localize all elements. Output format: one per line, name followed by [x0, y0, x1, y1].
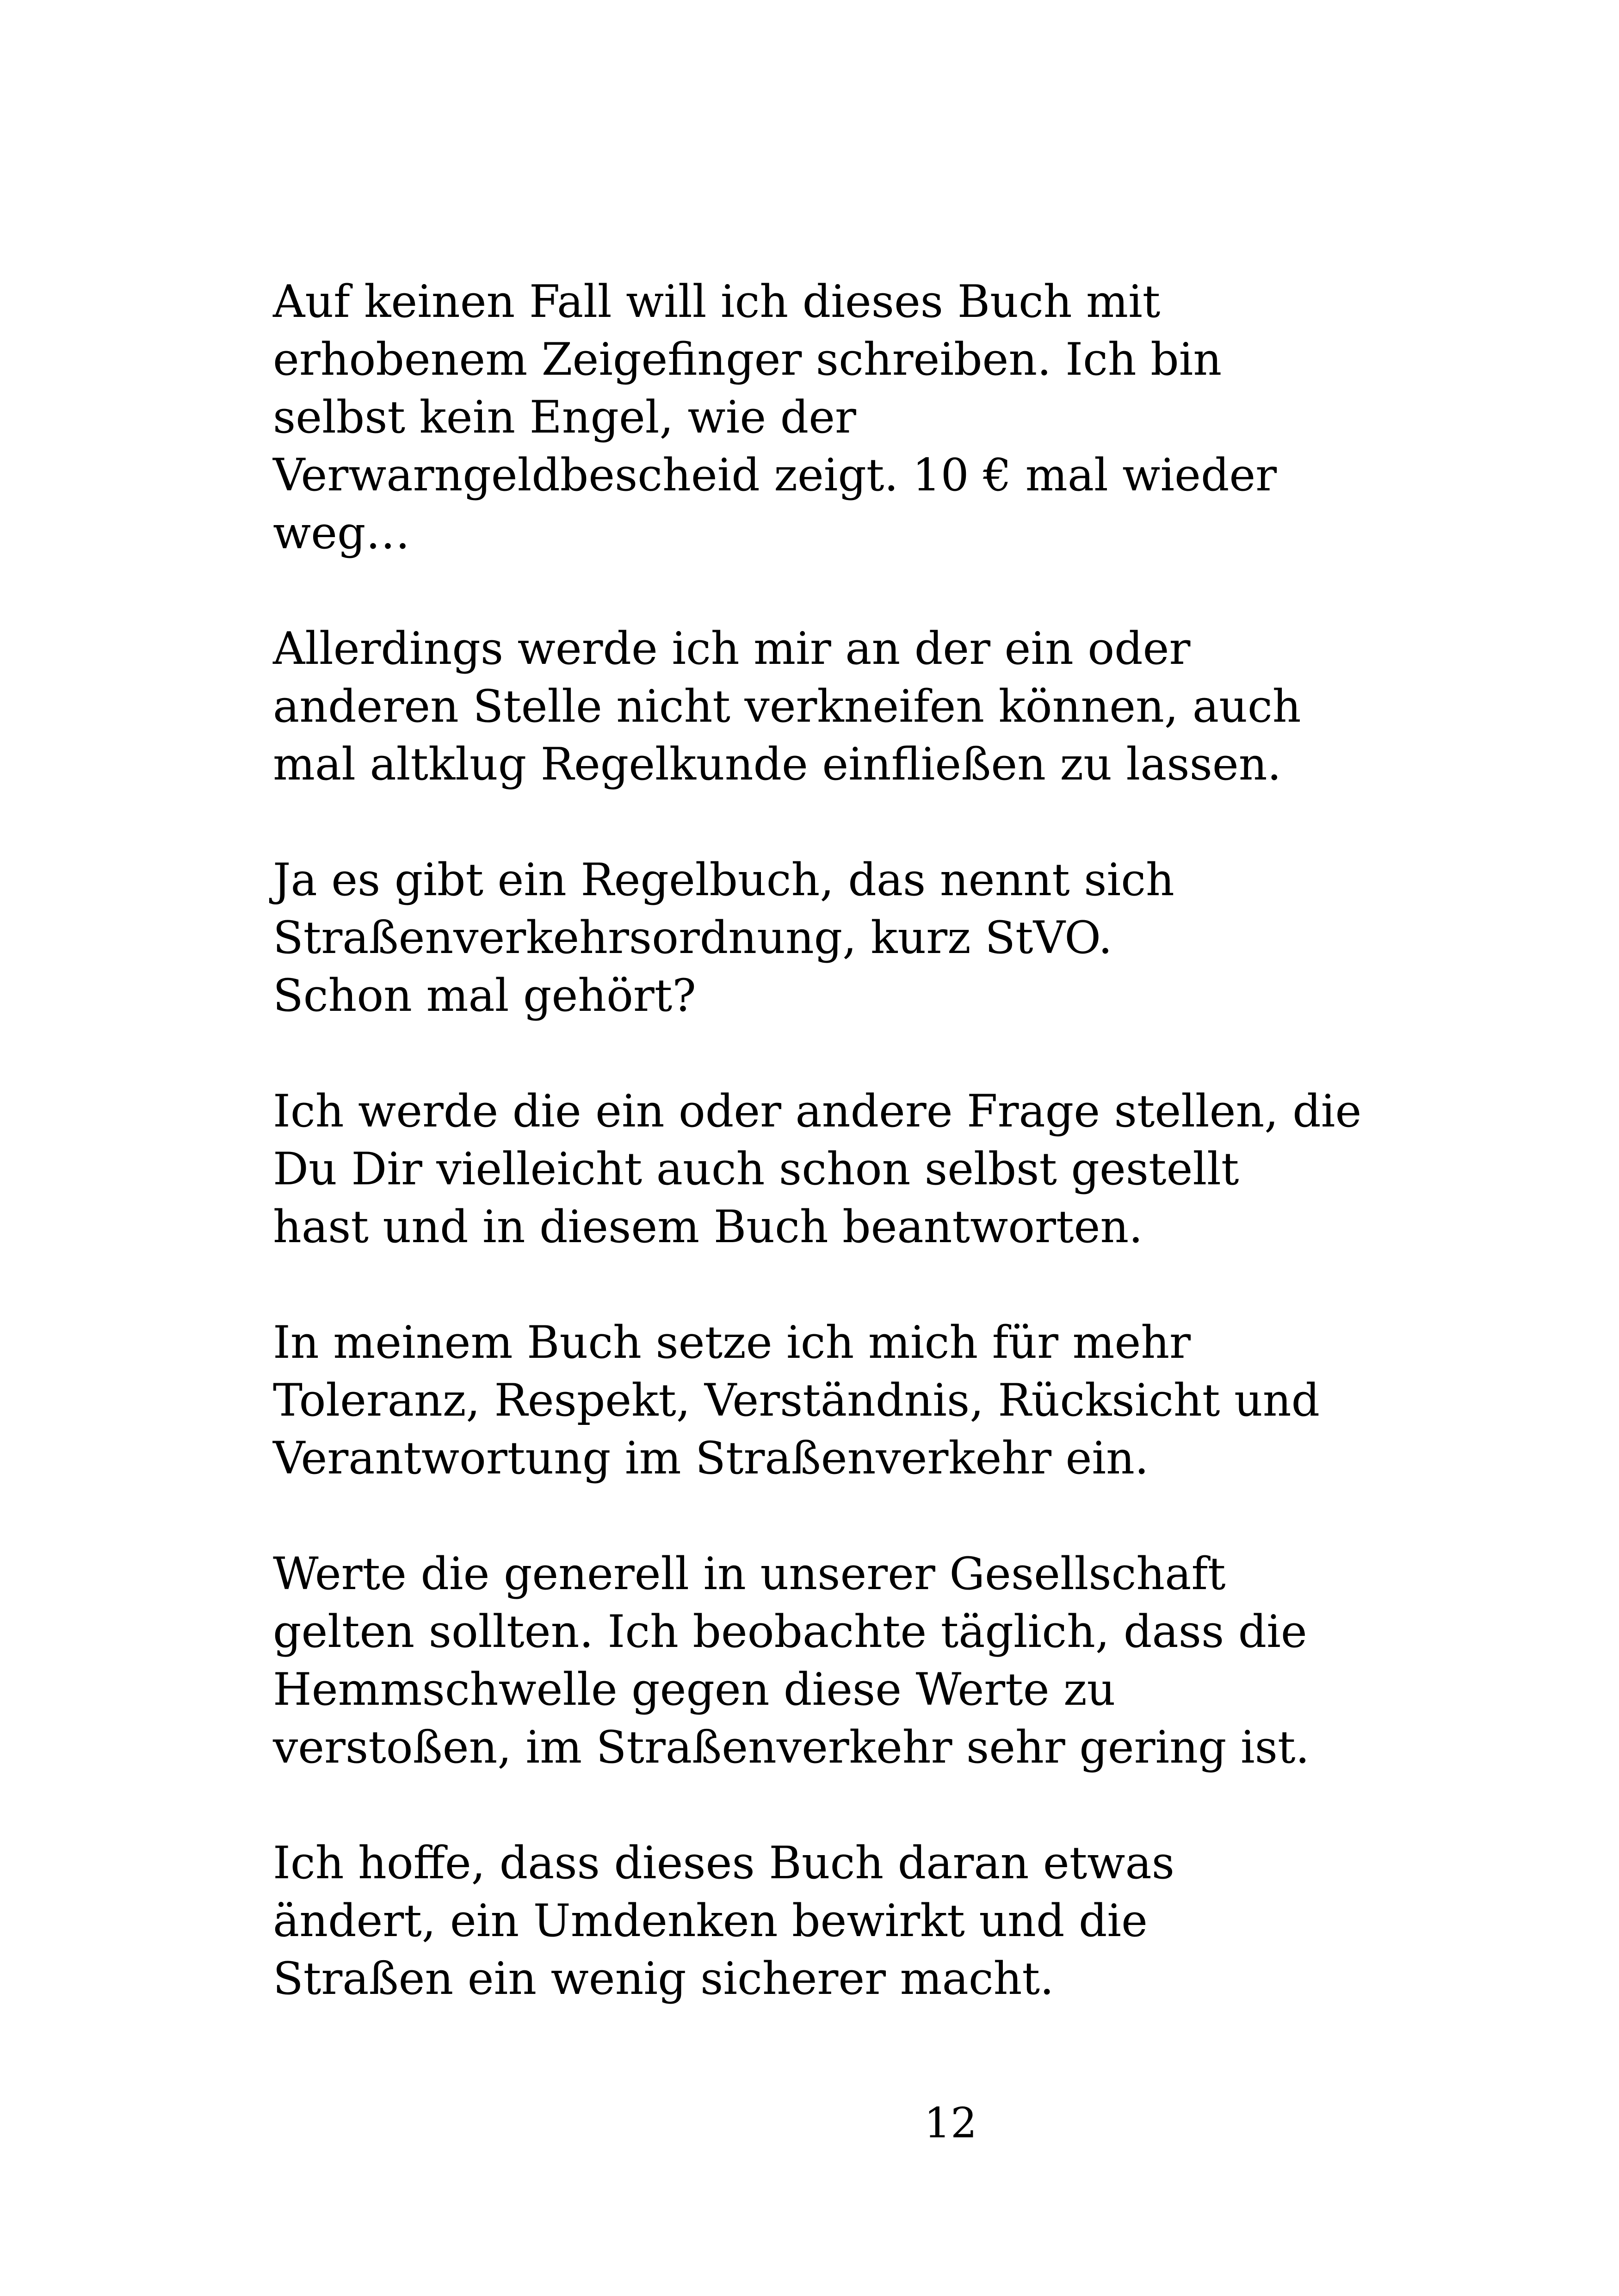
text-line: ändert, ein Umdenken bewirkt und die [273, 1895, 1148, 1947]
paragraph [273, 273, 1392, 562]
text-line: erhobenem Zeigefinger schreiben. Ich bin [273, 334, 1222, 385]
text-line: Verantwortung im Straßenverkehr ein. [273, 1432, 1149, 1484]
text-line: Ich werde die ein oder andere Frage stellen, die [273, 1085, 1362, 1137]
text-line: Schon mal gehört? [273, 970, 696, 1021]
text-line: Ich hoffe, dass dieses Buch daran etwas [273, 1837, 1174, 1889]
text-line: Hemmschwelle gegen diese Werte zu [273, 1664, 1116, 1715]
paragraph [273, 1083, 1392, 1256]
body-text [273, 273, 1392, 2008]
text-line: hast und in diesem Buch beantworten. [273, 1201, 1143, 1253]
text-line: Auf keinen Fall will ich dieses Buch mit [273, 276, 1161, 328]
text-line: Straßenverkehrsordnung, kurz StVO. [273, 912, 1112, 964]
text-line: Allerdings werde ich mir an der ein oder [273, 623, 1191, 675]
text-line: Straßen ein wenig sicherer macht. [273, 1953, 1054, 2005]
paragraph [273, 1834, 1392, 2008]
text-line: Verwarngeldbescheid zeigt. 10 € mal wieder [273, 449, 1277, 501]
paragraph [273, 851, 1392, 1025]
paragraph [273, 1545, 1392, 1776]
text-line: gelten sollten. Ich beobachte täglich, dass die [273, 1606, 1307, 1658]
text-line: Toleranz, Respekt, Verständnis, Rücksicht und [273, 1374, 1320, 1426]
page-number: 12 [924, 2099, 977, 2147]
text-line: Werte die generell in unserer Gesellschaft [273, 1548, 1226, 1600]
text-line: weg… [273, 507, 410, 559]
text-line: selbst kein Engel, wie der [273, 391, 856, 443]
paragraph [273, 1314, 1392, 1487]
text-line: Ja es gibt ein Regelbuch, das nennt sich [273, 854, 1174, 906]
paragraph [273, 620, 1392, 793]
text-line: In meinem Buch setze ich mich für mehr [273, 1317, 1191, 1368]
text-line: Du Dir vielleicht auch schon selbst gestellt [273, 1143, 1239, 1195]
text-line: mal altklug Regelkunde einfließen zu lassen. [273, 738, 1282, 790]
text-line: verstoßen, im Straßenverkehr sehr gering ist. [273, 1721, 1310, 1773]
text-line: anderen Stelle nicht verkneifen können, auch [273, 681, 1301, 732]
